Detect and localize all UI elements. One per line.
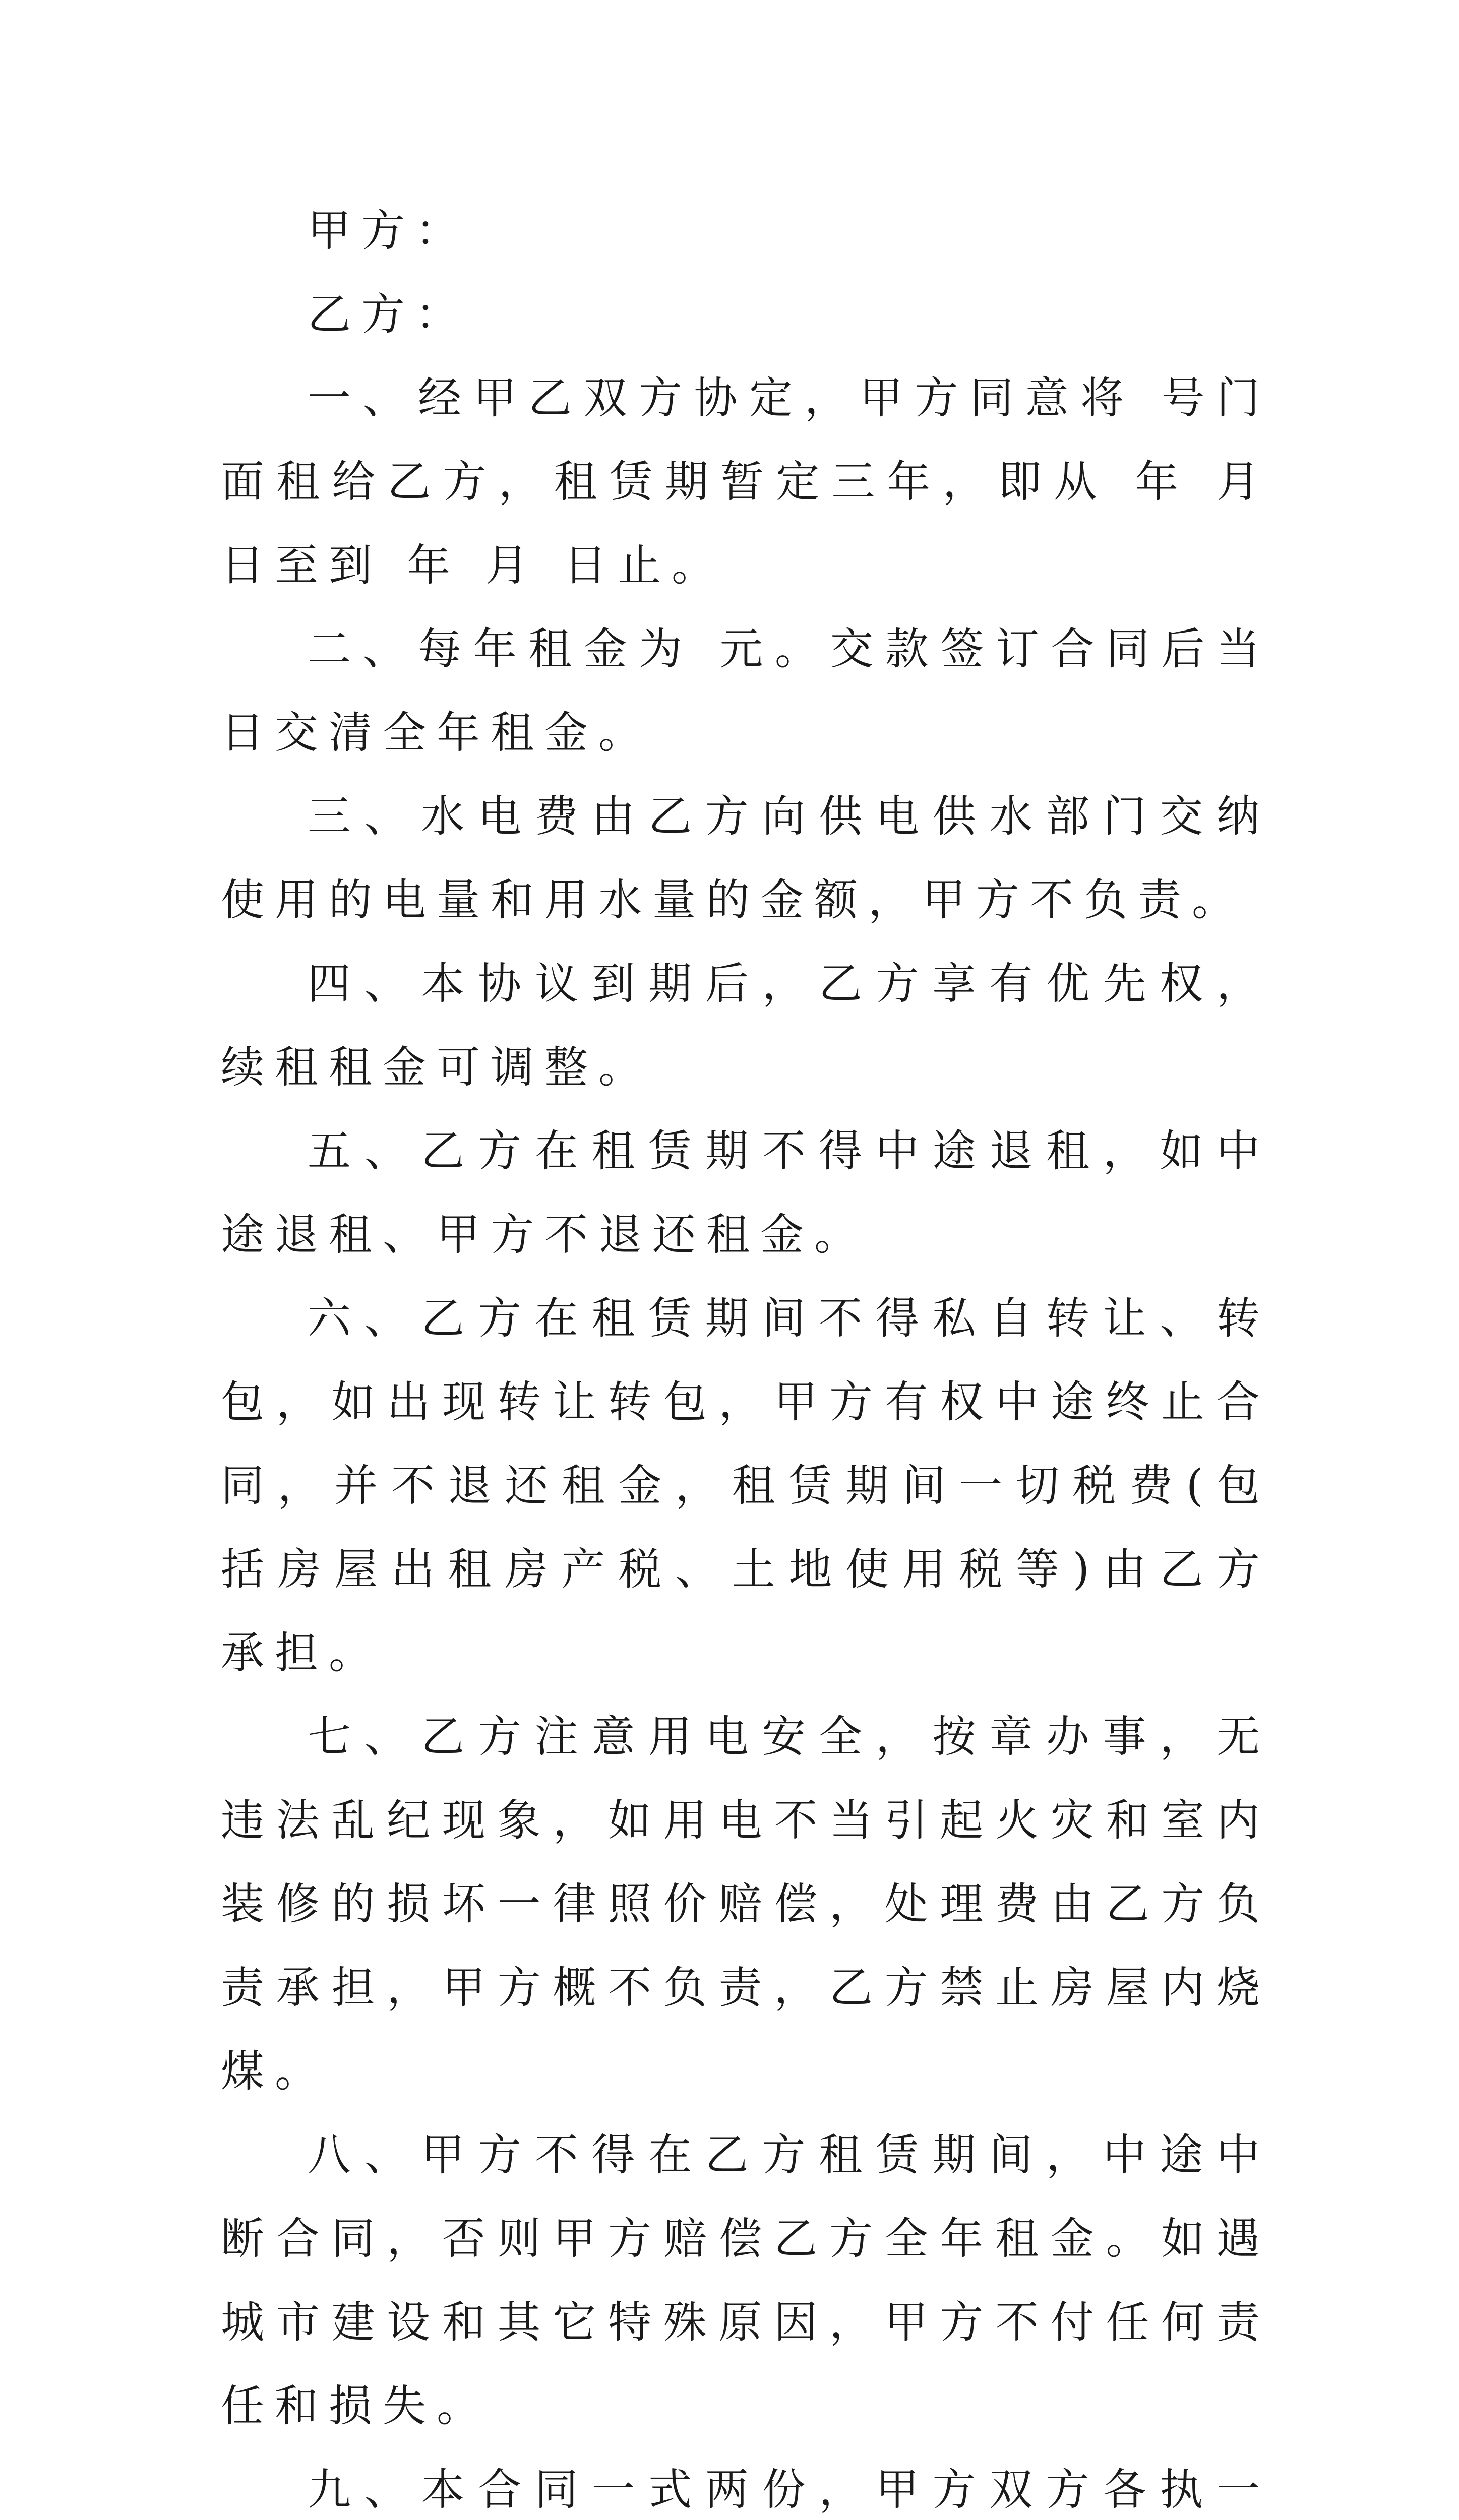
document-body <box>221 189 1270 2520</box>
clause-8: 八、甲方不得在乙方租赁期间，中途中断合同，否则甲方赔偿乙方全年租金。如遇城市建设和其它特殊原因，甲方不付任何责任和损失。 <box>221 2130 1270 2431</box>
clause-3: 三、水电费由乙方向供电供水部门交纳使用的电量和用水量的金额，甲方不负责。 <box>221 791 1270 925</box>
clause-5: 五、乙方在租赁期不得中途退租，如中途退租、甲方不退还租金。 <box>221 1126 1270 1260</box>
party-a-line: 甲方： <box>308 206 469 256</box>
clause-9: 九、本合同一式两份，甲方双方各执一 <box>308 2465 1270 2515</box>
clause-7: 七、乙方注意用电安全，按章办事，无违法乱纪现象，如用电不当引起火灾和室内装修的损坏一律照价赔偿，处理费由乙方负责承担，甲方概不负责，乙方禁止房屋内烧煤。 <box>221 1712 1270 2097</box>
clause-6: 六、乙方在租赁期间不得私自转让、转包，如出现转让转包，甲方有权中途终止合同，并不退还租金，租赁期间一切税费(包括房屋出租房产税、土地使用税等)由乙方承担。 <box>221 1293 1270 1678</box>
clause-1: 一、经甲乙双方协定，甲方同意将 号门面租给乙方，租赁期暂定三年，即从 年 月 日至到 年 月 日止。 <box>221 373 1270 591</box>
clause-4: 四、本协议到期后，乙方享有优先权，续租租金可调整。 <box>221 959 1270 1093</box>
clause-2: 二、每年租金为 元。交款签订合同后当日交清全年租金。 <box>221 624 1270 758</box>
party-b-line: 乙方： <box>308 289 469 340</box>
